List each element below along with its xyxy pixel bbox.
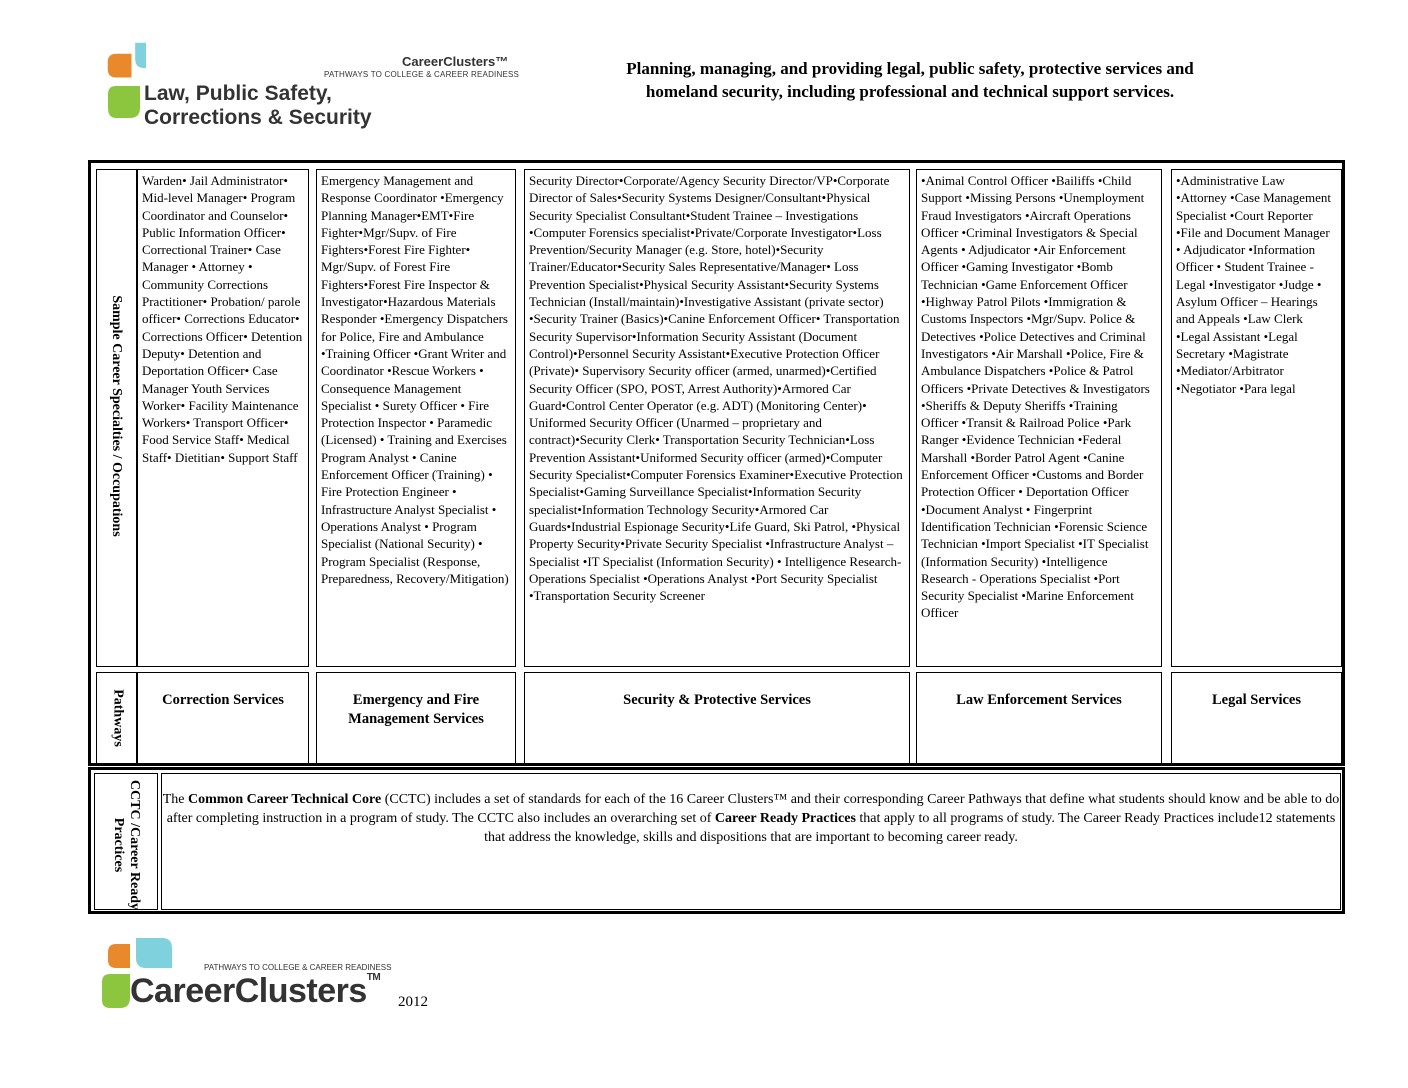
pathways-label-cell: [96, 672, 137, 765]
cluster-name: Law, Public Safety, Corrections & Security: [144, 82, 372, 129]
specialties-label-cell: [96, 169, 137, 667]
pathway-security: Security & Protective Services: [524, 672, 910, 765]
cluster-description: Planning, managing, and providing legal, public safety, protective services and homeland security, including professional and technical support services.: [626, 59, 1194, 101]
cctc-description: The Common Career Technical Core (CCTC) includes a set of standards for each of the 16 Career Clusters™ and their corresponding Career Pathways that define what students should know and be able to do after completing instruction in a program of study. The CCTC also includes an overarching set of Career Ready Practices that apply to all programs of study. The Career Ready Practices include12 statements that address the knowledge, skills and dispositions that are important to becoming career ready.: [162, 792, 1340, 845]
pathway-legal: Legal Services: [1171, 672, 1342, 765]
specialties-row-label: Sample Career Specialties / Occupations: [109, 295, 124, 537]
specialties-correction: Warden• Jail Administrator• Mid-level Manager• Program Coordinator and Counselor• Public Information Officer• Correctional Trainer• Case Manager • Attorney • Community Corrections Practitioner• Probation/ parole officer• Corrections Educator• Corrections Officer• Detention Deputy• Detention and Deportation Officer• Case Manager Youth Services Worker• Facility Maintenance Workers• Transport Officer• Food Service Staff• Medical Staff• Dietitian• Support Staff: [137, 169, 309, 667]
footer-logo: [102, 938, 442, 1018]
cctc-block: [88, 767, 1345, 914]
footer-subtitle: PATHWAYS TO COLLEGE & CAREER READINESS: [204, 963, 392, 972]
pathways-table: [88, 160, 1345, 766]
specialties-legal: •Administrative Law •Attorney •Case Management Specialist •Court Reporter •File and Document Manager • Adjudicator •Information Officer • Student Trainee - Legal •Investigator •Judge • Asylum Officer – Hearings and Appeals •Law Clerk •Legal Assistant •Legal Secretary •Magistrate •Mediator/Arbitrator •Negotiator •Para legal: [1171, 169, 1342, 667]
specialties-emergency: Emergency Management and Response Coordinator •Emergency Planning Manager•EMT•Fire Fighter•Mgr/Supv. of Fire Fighters•Forest Fire Fighter• Mgr/Supv. of Forest Fire Fighters•Forest Fire Inspector & Investigator•Hazardous Materials Responder •Emergency Dispatchers for Police, Fire and Ambulance •Training Officer •Grant Writer and Coordinator •Rescue Workers • Consequence Management Specialist • Surety Officer • Fire Protection Inspector • Paramedic (Licensed) • Training and Exercises Program Analyst • Canine Enforcement Officer (Training) • Fire Protection Engineer • Infrastructure Analyst Specialist • Operations Analyst • Program Specialist (National Security) • Program Specialist (Response, Preparedness, Recovery/Mitigation): [316, 169, 516, 667]
logo-title: CareerClusters™: [402, 54, 509, 69]
pathways-row-label: Pathways: [110, 689, 126, 747]
cctc-label-cell: [94, 773, 158, 910]
specialties-law-enforcement: •Animal Control Officer •Bailiffs •Child Support •Missing Persons •Unemployment Fraud Investigators •Aircraft Operations Officer •Criminal Investigators & Special Agents • Adjudicator •Air Enforcement Officer •Gaming Investigator •Bomb Technician •Game Enforcement Officer •Highway Patrol Pilots •Immigration & Customs Inspectors •Mgr/Supv. Police & Detectives •Police Detectives and Criminal Investigators •Air Marshall •Police, Fire & Ambulance Dispatchers •Police & Patrol Officers •Private Detectives & Investigators •Sheriffs & Deputy Sheriffs •Training Officer •Transit & Railroad Police •Park Ranger •Evidence Technician •Federal Marshall •Border Patrol Agent •Canine Enforcement Officer •Customs and Border Protection Officer • Deportation Officer •Document Analyst • Fingerprint Identification Technician •Forensic Science Technician •Import Specialist •IT Specialist (Information Security) •Intelligence Research - Operations Specialist •Port Security Specialist •Marine Enforcement Officer: [916, 169, 1162, 667]
leaf-logo-icon: [106, 42, 146, 124]
pathway-correction: Correction Services: [137, 672, 309, 765]
career-clusters-logo: [106, 42, 520, 132]
logo-subtitle: PATHWAYS TO COLLEGE & CAREER READINESS: [324, 70, 520, 79]
pathway-law-enforcement: Law Enforcement Services: [916, 672, 1162, 765]
footer-brand: CareerClusters™: [130, 972, 381, 1010]
footer-year: 2012: [398, 994, 428, 1010]
specialties-security: Security Director•Corporate/Agency Security Director/VP•Corporate Director of Sales•Security Systems Designer/Consultant•Physical Security Specialist Consultant•Student Trainee – Investigations •Computer Forensics specialist•Private/Corporate Investigator•Loss Prevention/Security Manager (e.g. Store, hotel)•Security Trainer/Educator•Security Sales Representative/Manager• Loss Prevention Specialist•Physical Security Assistant•Security Systems Technician (Install/maintain)•Investigative Assistant (private sector) •Security Trainer (Basics)•Canine Enforcement Officer• Transportation Security Supervisor•Information Security Assistant (Document Control)•Personnel Security Assistant•Executive Protection Officer (Private)• Supervisory Security officer (armed, unarmed)•Certified Security Officer (SPO, POST, Arrest Authority)•Armored Car Guard•Control Center Operator (e.g. ADT) (Monitoring Center)• Uniformed Security Officer (Unarmed – proprietary and contract)•Security Clerk• Transportation Security Technician•Loss Prevention Assistant•Uniformed Security officer (armed)•Computer Security Specialist•Computer Forensics Examiner•Executive Protection Specialist•Gaming Surveillance Specialist•Information Security specialist•Information Technology Security•Armored Car Guards•Industrial Espionage Security•Life Guard, Ski Patrol, •Physical Property Security•Private Security Specialist •Infrastructure Analyst – Specialist •IT Specialist (Information Security) • Intelligence Research-Operations Specialist •Operations Analyst •Port Security Specialist •Transportation Security Screener: [524, 169, 910, 667]
pathway-emergency: Emergency and Fire Management Services: [316, 672, 516, 765]
cctc-row-label: CCTC /Career Ready Practices: [111, 779, 142, 911]
